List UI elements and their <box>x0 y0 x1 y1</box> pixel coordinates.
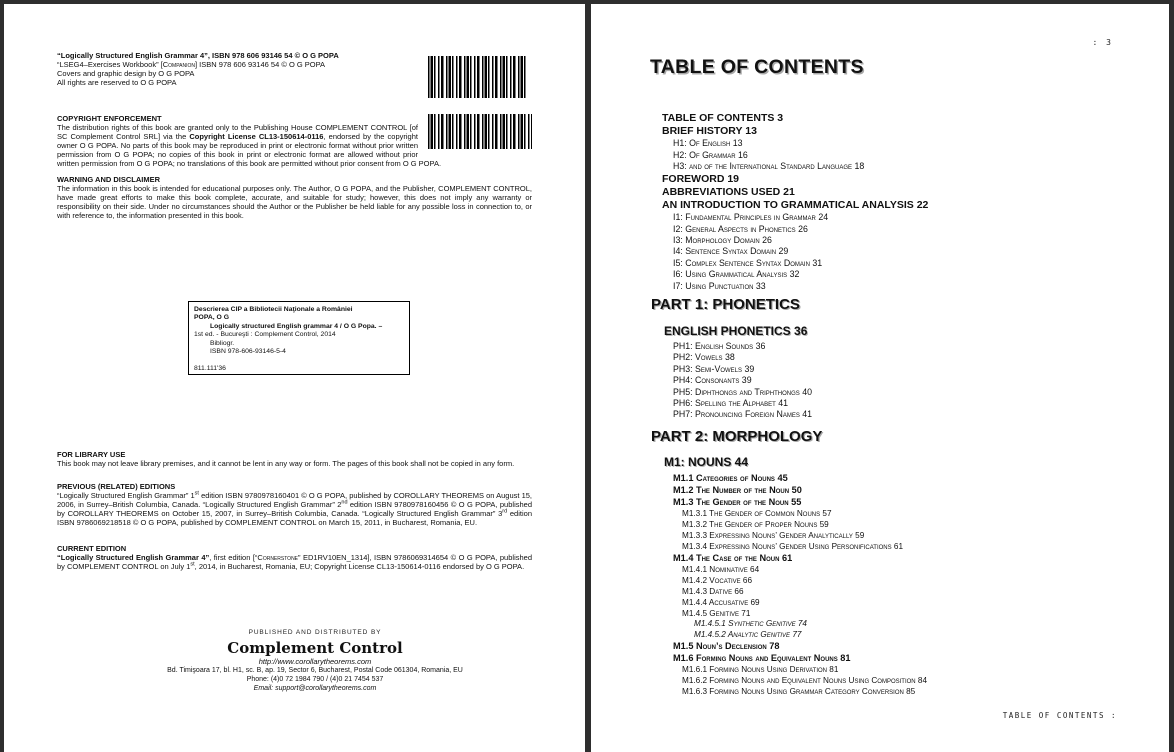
page-number-header: : 3 <box>1092 38 1113 47</box>
toc-entry[interactable]: M1.2 The Number of the Noun 50 <box>673 485 802 495</box>
masthead <box>57 51 429 87</box>
toc-entry[interactable]: M1.4.4 Accusative 69 <box>682 598 760 607</box>
toc-entry[interactable]: M1.6.1 Forming Nouns Using Derivation 81 <box>682 665 839 674</box>
toc-entry[interactable]: I7: Using Punctuation 33 <box>673 280 766 291</box>
part2-heading: PART 2: MORPHOLOGY <box>651 428 823 445</box>
toc-entry[interactable]: M1.4.5.1 Synthetic Genitive 74 <box>694 619 807 628</box>
text-segment: , endorsed by the copyright owner O G POPA. No parts of this book may be reproduced in print or electronic format without prior written permission from O G POPA; no copies of this book in print or electronic format are allowed without prior written permission from O G POPA; no translations of this book are permitted without prior consent from O G POPA. <box>57 132 442 168</box>
text-line <box>194 340 404 348</box>
text-segment: ISBN 978-606-93146-5-4 <box>210 348 286 356</box>
library-use-paragraph <box>57 459 532 468</box>
toc-entry[interactable]: I5: Complex Sentence Syntax Domain 31 <box>673 257 823 268</box>
toc-entry[interactable]: H2: Of Grammar 16 <box>673 149 748 160</box>
text-segment: Copyright License CL13-150614-0116 <box>189 132 324 141</box>
text-segment: , first edition [“ <box>209 553 258 562</box>
toc-entry[interactable]: H1: Of English 13 <box>673 138 743 149</box>
text-segment: Bibliogr. <box>210 339 235 347</box>
toc-entry[interactable]: M1.4.5 Genitive 71 <box>682 609 751 618</box>
text-line <box>57 69 429 78</box>
text-segment: The information in this book is intended for educational purposes only. The Author, O G POPA, and the Publisher, COMPLEMENT CONTROL, have made great efforts to make this book complete, accurate, and suitable for study; however, this does not imply any warranty or responsibility on their side. Under no circumstances should the Author or the Publisher be held liable for any possible loss in connection to, or with reference to, the information presented in this book. <box>57 184 532 220</box>
text-segment: , 2014, in Bucharest, Romania, EU; Copyright License CL13-150614-0116 endorsed by O G POPA. <box>194 562 525 571</box>
left-page <box>4 4 585 752</box>
toc-title: TABLE OF CONTENTS <box>650 56 864 78</box>
text-segment: All rights are reserved to O G POPA <box>57 78 177 87</box>
toc-entry[interactable]: M1.4.2 Vocative 66 <box>682 576 753 585</box>
toc-entry[interactable]: I3: Morphology Domain 26 <box>673 235 772 246</box>
toc-entry[interactable]: M1.5 Noun’s Declension 78 <box>673 641 780 651</box>
text-line <box>194 323 404 331</box>
text-segment: The distribution rights of this book are granted only to the Publishing House COMPLEMENT CONTROL [of SC Complement Control SRL] via the <box>57 123 418 141</box>
text-segment: st <box>190 561 195 568</box>
current-edition-paragraph <box>57 553 532 571</box>
text-segment: 811.111'36 <box>194 365 226 373</box>
library-use-section <box>57 450 532 468</box>
warning-heading: WARNING AND DISCLAIMER <box>57 175 161 184</box>
toc-entry[interactable]: M1.3.2 The Gender of Proper Nouns 59 <box>682 520 829 529</box>
warning-section <box>57 175 532 220</box>
toc-entry[interactable]: M1.3.3 Expressing Nouns’ Gender Analytically 59 <box>682 531 865 540</box>
copyright-section <box>57 114 532 220</box>
text-line <box>194 306 404 314</box>
toc-entry[interactable]: M1.3.4 Expressing Nouns’ Gender Using Personifications 61 <box>682 542 903 551</box>
text-line <box>194 314 404 322</box>
text-segment: Covers and graphic design by O G POPA <box>57 69 195 78</box>
toc-entry[interactable]: M1.3.1 The Gender of Common Nouns 57 <box>682 509 832 518</box>
previous-editions-heading: PREVIOUS (RELATED) EDITIONS <box>57 482 176 491</box>
toc-entry[interactable]: AN INTRODUCTION TO GRAMMATICAL ANALYSIS 22 <box>662 199 929 212</box>
toc-list-part1 <box>591 324 1136 421</box>
publisher-section <box>110 628 520 693</box>
toc-entry[interactable]: I6: Using Grammatical Analysis 32 <box>673 269 800 280</box>
toc-list-part2 <box>591 455 1136 697</box>
text-line <box>194 331 404 339</box>
text-segment: ] ISBN 978 606 93146 54 © O G POPA <box>195 60 326 69</box>
text-line <box>194 365 404 373</box>
toc-entry[interactable]: M1: NOUNS 44 <box>664 455 749 469</box>
toc-entry[interactable]: M1.4.5.2 Analytic Genitive 77 <box>694 629 802 639</box>
toc-entry[interactable]: M1.4.3 Dative 66 <box>682 587 744 596</box>
cip-description-box <box>188 301 410 375</box>
text-segment: nd <box>341 499 348 506</box>
toc-entry[interactable]: M1.6 Forming Nouns and Equivalent Nouns 81 <box>673 653 851 663</box>
text-line <box>57 51 429 60</box>
text-segment: Descrierea CIP a Bibliotecii Naţionale a României <box>194 306 353 313</box>
copyright-paragraph <box>57 123 532 168</box>
current-edition-section <box>57 544 532 571</box>
library-use-heading: FOR LIBRARY USE <box>57 450 126 459</box>
toc-entry[interactable]: PH7: Pronouncing Foreign Names 41 <box>673 409 813 420</box>
previous-editions-paragraph <box>57 491 532 527</box>
current-edition-heading: CURRENT EDITION <box>57 544 127 553</box>
toc-entry[interactable]: H3: and of the International Standard Language 18 <box>673 161 865 172</box>
text-segment: Cornerstone <box>257 553 299 562</box>
copyright-text <box>57 123 441 168</box>
text-segment: “Logically Structured English Grammar 4” <box>57 553 210 562</box>
toc-entry[interactable]: TABLE OF CONTENTS 3 <box>662 112 784 124</box>
text-segment: Logically structured English grammar 4 / O G Popa. – <box>210 322 383 330</box>
text-segment: POPA, O G <box>194 314 229 322</box>
toc-entry[interactable]: M1.6.3 Forming Nouns Using Grammar Category Conversion 85 <box>682 687 916 696</box>
text-segment: “Logically Structured English Grammar 4”, ISBN 978 606 93146 54 © O G POPA <box>57 51 339 60</box>
publisher-phone: Phone: (4)0 72 1984 790 / (4)0 21 7454 537 <box>246 676 384 683</box>
publisher-name: Complement Control <box>227 639 403 657</box>
toc-entry[interactable]: PH2: Vowels 38 <box>673 352 735 363</box>
toc-entry[interactable]: PH5: Diphthongs and Triphthongs 40 <box>673 386 813 397</box>
text-segment: st <box>194 490 199 497</box>
copyright-heading: COPYRIGHT ENFORCEMENT <box>57 114 162 123</box>
publisher-tagline: PUBLISHED AND DISTRIBUTED BY <box>248 629 382 636</box>
toc-list-front-matter <box>591 112 1136 292</box>
text-segment: Companion <box>162 60 196 69</box>
isbn-barcode-icon <box>428 114 532 149</box>
toc-entry[interactable]: M1.3 The Gender of the Noun 55 <box>673 497 802 507</box>
toc-entry[interactable]: I1: Fundamental Principles in Grammar 24 <box>673 212 829 223</box>
text-segment: “LSEG4–Exercises Workbook” [ <box>57 60 163 69</box>
toc-entry[interactable]: M1.6.2 Forming Nouns and Equivalent Nouns Using Composition 84 <box>682 676 928 685</box>
toc-entry[interactable]: M1.1 Categories of Nouns 45 <box>673 473 788 483</box>
publisher-website-link[interactable]: http://www.corollarytheorems.com <box>258 657 372 666</box>
text-segment: edition ISBN 9780978160456 © O G POPA, published by COROLLARY THEOREMS on October 15, 2007, in Surrey–British Columbia, Canada. “Logically Structured English Grammar” 3 <box>57 500 532 518</box>
toc-entry[interactable]: PH3: Semi-Vowels 39 <box>673 363 755 374</box>
text-segment: rd <box>502 508 508 515</box>
toc-entry[interactable]: ENGLISH PHONETICS 36 <box>664 324 808 338</box>
text-segment: 1st ed. - Bucureşti : Complement Control, 2014 <box>194 331 336 339</box>
text-segment: edition ISBN 9780978160401 © O G POPA, published by COROLLARY THEOREMS on August 15, 2006, in Surrey–British Columbia, Canada. “Logically Structured English Grammar” 2 <box>57 491 532 509</box>
toc-entry[interactable]: PH6: Spelling the Alphabet 41 <box>673 398 789 409</box>
toc-entry[interactable]: FOREWORD 19 <box>662 172 740 185</box>
text-segment: This book may not leave library premises, and it cannot be lent in any way or form. The pages of this book shall not be copied in any form. <box>57 459 515 468</box>
toc-entry[interactable]: PH4: Consonants 39 <box>673 375 752 386</box>
warning-paragraph <box>57 184 532 220</box>
text-segment: ” ED1RV10EN_1314], ISBN 9786069314654 © O G POPA, published by COMPLEMENT CONTROL on July 1 <box>57 553 532 571</box>
text-segment: “Logically Structured English Grammar” 1 <box>57 491 195 500</box>
text-line <box>57 78 429 87</box>
part1-heading: PART 1: PHONETICS <box>651 296 800 313</box>
previous-editions-section <box>57 482 532 527</box>
publisher-email-link[interactable]: Email: support@corollarytheorems.com <box>253 685 377 692</box>
text-line <box>57 60 429 69</box>
toc-entry[interactable]: PH1: English Sounds 36 <box>673 341 766 351</box>
toc-entry[interactable]: BRIEF HISTORY 13 <box>662 125 757 138</box>
publisher-address: Bd. Timişoara 17, bl. H1, sc. B, ap. 19, Sector 6, Bucharest, Postal Code 061304, Romania, EU <box>167 667 463 674</box>
toc-entry[interactable]: M1.4 The Case of the Noun 61 <box>673 553 793 563</box>
right-page <box>591 4 1169 752</box>
toc-footer: TABLE OF CONTENTS : <box>1002 711 1117 720</box>
toc-entry[interactable]: M1.4.1 Nominative 64 <box>682 565 760 574</box>
toc-entry[interactable]: I2: General Aspects in Phonetics 26 <box>673 223 808 234</box>
toc-entry[interactable]: I4: Sentence Syntax Domain 29 <box>673 246 789 257</box>
text-segment: edition ISBN 9786069218518 © O G POPA, published by COMPLEMENT CONTROL on March 15, 2011, in Bucharest, Romania, EU. <box>57 509 532 527</box>
toc-entry[interactable]: ABBREVIATIONS USED 21 <box>662 185 795 198</box>
text-line <box>194 348 404 356</box>
isbn-barcode-icon <box>428 56 526 98</box>
